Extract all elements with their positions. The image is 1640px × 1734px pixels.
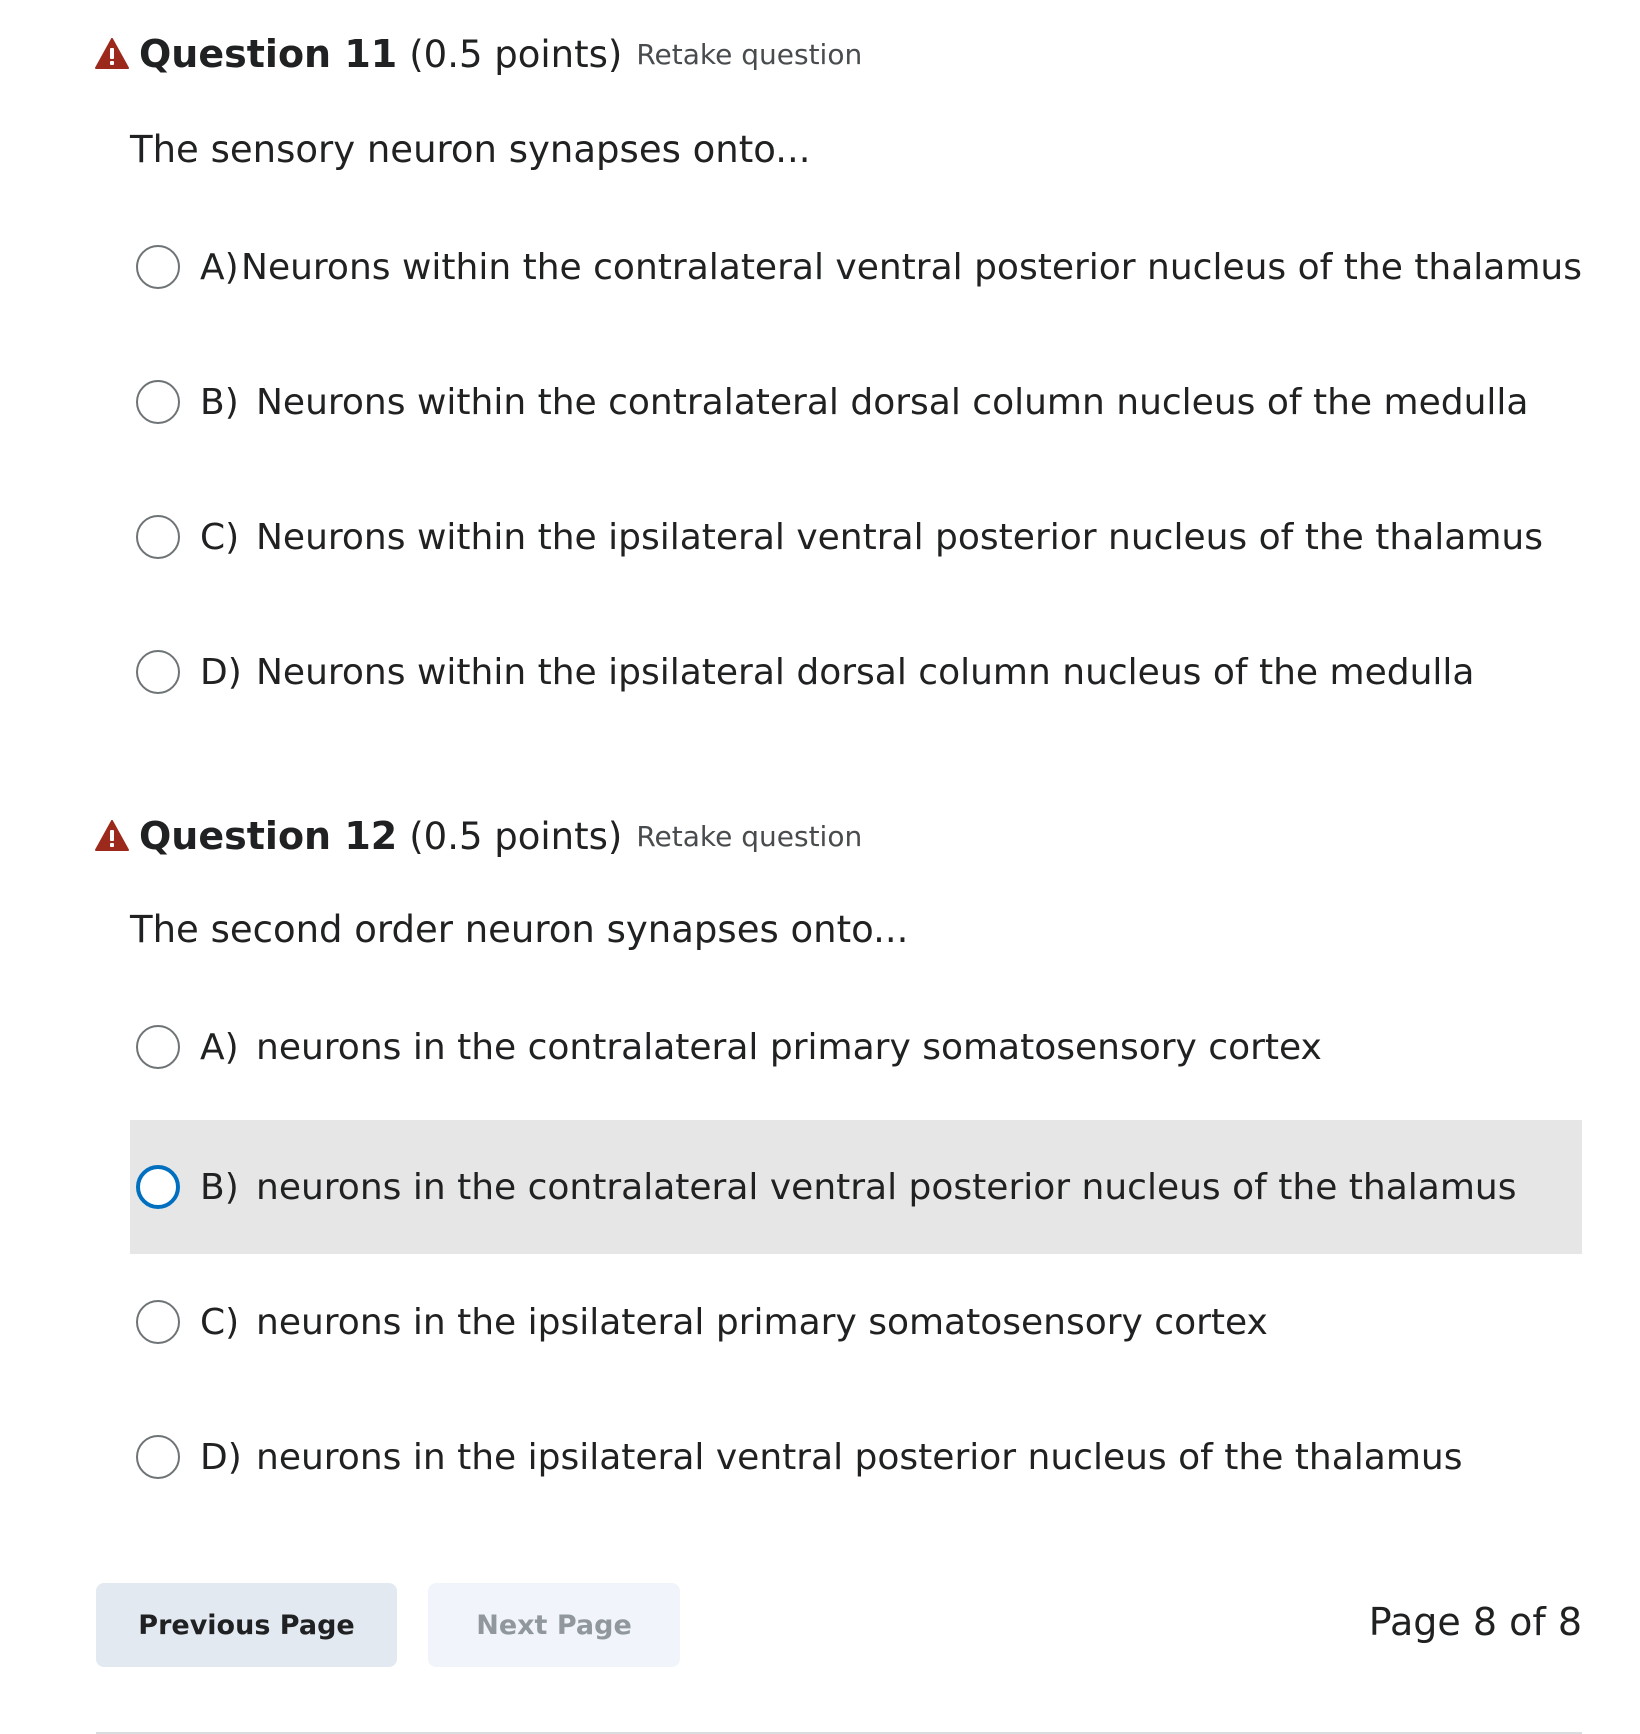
radio-button[interactable]	[136, 650, 180, 694]
option-text: Neurons within the contralateral dorsal column nucleus of the medulla	[256, 381, 1529, 423]
option-letter: A)	[200, 246, 239, 288]
page-indicator: Page 8 of 8	[1368, 1600, 1582, 1644]
question-title: Question 11	[139, 32, 398, 76]
radio-button[interactable]	[136, 245, 180, 289]
radio-button[interactable]	[136, 515, 180, 559]
answer-option-a[interactable]	[130, 980, 1582, 1114]
question-points: (0.5 points)	[409, 32, 623, 76]
next-page-button[interactable]: Next Page	[428, 1583, 680, 1667]
question-header	[95, 806, 862, 866]
option-text: neurons in the contralateral primary somatosensory cortex	[256, 1026, 1322, 1068]
option-letter: B)	[200, 1166, 239, 1208]
option-text: Neurons within the ipsilateral dorsal column nucleus of the medulla	[256, 651, 1475, 693]
option-letter: C)	[200, 516, 240, 558]
question-header	[95, 24, 862, 84]
option-letter: A)	[200, 1026, 239, 1068]
question-points: (0.5 points)	[409, 814, 623, 858]
answer-option-d[interactable]	[130, 1390, 1582, 1524]
warning-triangle-icon	[95, 38, 129, 70]
question-prompt: The sensory neuron synapses onto...	[130, 128, 811, 171]
answer-option-b[interactable]	[130, 335, 1582, 469]
question-prompt: The second order neuron synapses onto...	[130, 908, 909, 951]
retake-question-label: Retake question	[636, 819, 863, 853]
option-letter: B)	[200, 381, 239, 423]
option-text: neurons in the ipsilateral ventral posterior nucleus of the thalamus	[256, 1436, 1463, 1478]
warning-triangle-icon	[95, 820, 129, 852]
answer-option-c[interactable]	[130, 1255, 1582, 1389]
radio-button[interactable]	[136, 1165, 180, 1209]
option-text: neurons in the contralateral ventral posterior nucleus of the thalamus	[256, 1166, 1517, 1208]
question-title: Question 12	[139, 814, 398, 858]
radio-button[interactable]	[136, 1300, 180, 1344]
answer-option-d[interactable]	[130, 605, 1582, 739]
previous-page-button[interactable]: Previous Page	[96, 1583, 397, 1667]
option-text: neurons in the ipsilateral primary somatosensory cortex	[256, 1301, 1268, 1343]
radio-button[interactable]	[136, 1025, 180, 1069]
retake-question-label: Retake question	[636, 37, 863, 71]
option-text: Neurons within the contralateral ventral posterior nucleus of the thalamus	[241, 246, 1582, 288]
answer-option-a[interactable]	[130, 200, 1582, 334]
option-letter: D)	[200, 651, 242, 693]
option-text: Neurons within the ipsilateral ventral posterior nucleus of the thalamus	[256, 516, 1543, 558]
option-letter: D)	[200, 1436, 242, 1478]
answer-option-b[interactable]	[130, 1120, 1582, 1254]
answer-option-c[interactable]	[130, 470, 1582, 604]
radio-button[interactable]	[136, 380, 180, 424]
radio-button[interactable]	[136, 1435, 180, 1479]
option-letter: C)	[200, 1301, 240, 1343]
